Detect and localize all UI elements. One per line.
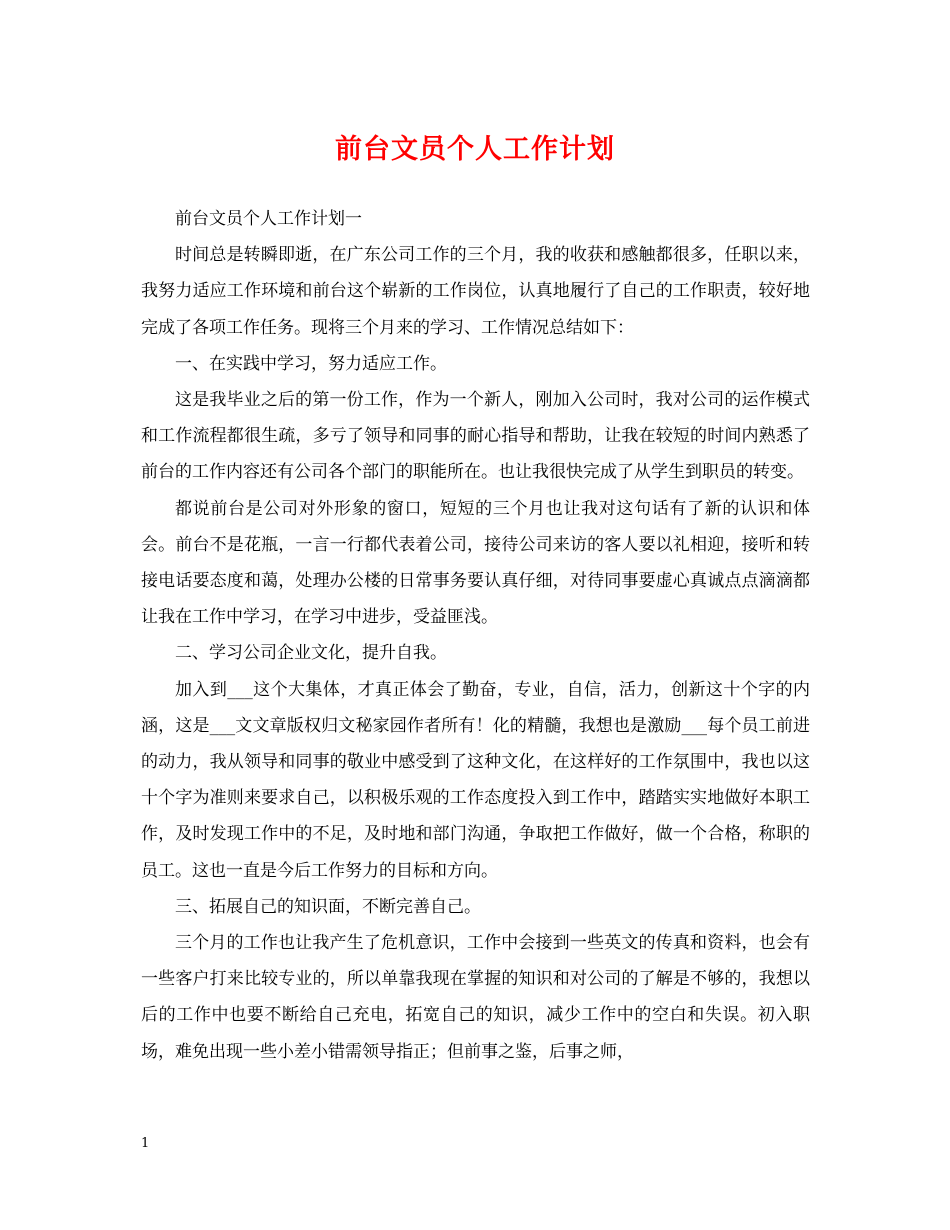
- paragraph-subtitle: 前台文员个人工作计划一: [175, 209, 362, 229]
- section-heading: 一、在实践中学习，努力适应工作。: [175, 353, 447, 374]
- document-body: [141, 201, 810, 1070]
- paragraph: 都说前台是公司对外形象的窗口，短短的三个月也让我对这句话有了新的认识和体会。前台不是花瓶，一言一行都代表着公司，接待公司来访的客人要以礼相迎，接听和转接电话要态度和蔼，处理办公楼的日常事务要认真仔细，对待同事要虚心真诚点点滴滴都让我在工作中学习，在学习中进步，受益匪浅。: [141, 498, 810, 628]
- paragraph: 加入到___这个大集体，才真正体会了勤奋，专业，自信，活力，创新这十个字的内涵，这是___文文章版权归文秘家园作者所有！化的精髓，我想也是激励___每个员工前进的动力，我从领导和同事的敬业中感受到了这种文化，在这样好的工作氛围中，我也以这十个字为准则来要求自己，以积极乐观的工作态度投入到工作中，踏踏实实地做好本职工作，及时发现工作中的不足，及时地和部门沟通，争取把工作做好，做一个合格，称职的员工。这也一直是今后工作努力的目标和方向。: [141, 679, 810, 881]
- document-title: 前台文员个人工作计划: [335, 134, 615, 165]
- section-heading: 三、拓展自己的知识面，不断完善自己。: [175, 896, 481, 917]
- paragraph: 这是我毕业之后的第一份工作，作为一个新人，刚加入公司时，我对公司的运作模式和工作流程都很生疏，多亏了领导和同事的耐心指导和帮助，让我在较短的时间内熟悉了前台的工作内容还有公司各个部门的职能所在。也让我很快完成了从学生到职员的转变。: [141, 390, 810, 483]
- page-number: 1: [141, 1136, 150, 1151]
- paragraph: 时间总是转瞬即逝，在广东公司工作的三个月，我的收获和感触都很多，任职以来，我努力适应工作环境和前台这个崭新的工作岗位，认真地履行了自己的工作职责，较好地完成了各项工作任务。现将三个月来的学习、工作情况总结如下：: [141, 245, 810, 338]
- paragraph: 三个月的工作也让我产生了危机意识，工作中会接到一些英文的传真和资料，也会有一些客户打来比较专业的，所以单靠我现在掌握的知识和对公司的了解是不够的，我想以后的工作中也要不断给自己充电，拓宽自己的知识，减少工作中的空白和失误。初入职场，难免出现一些小差小错需领导指正；但前事之鉴，后事之师，: [141, 933, 810, 1062]
- section-heading: 二、学习公司企业文化，提升自我。: [175, 643, 447, 664]
